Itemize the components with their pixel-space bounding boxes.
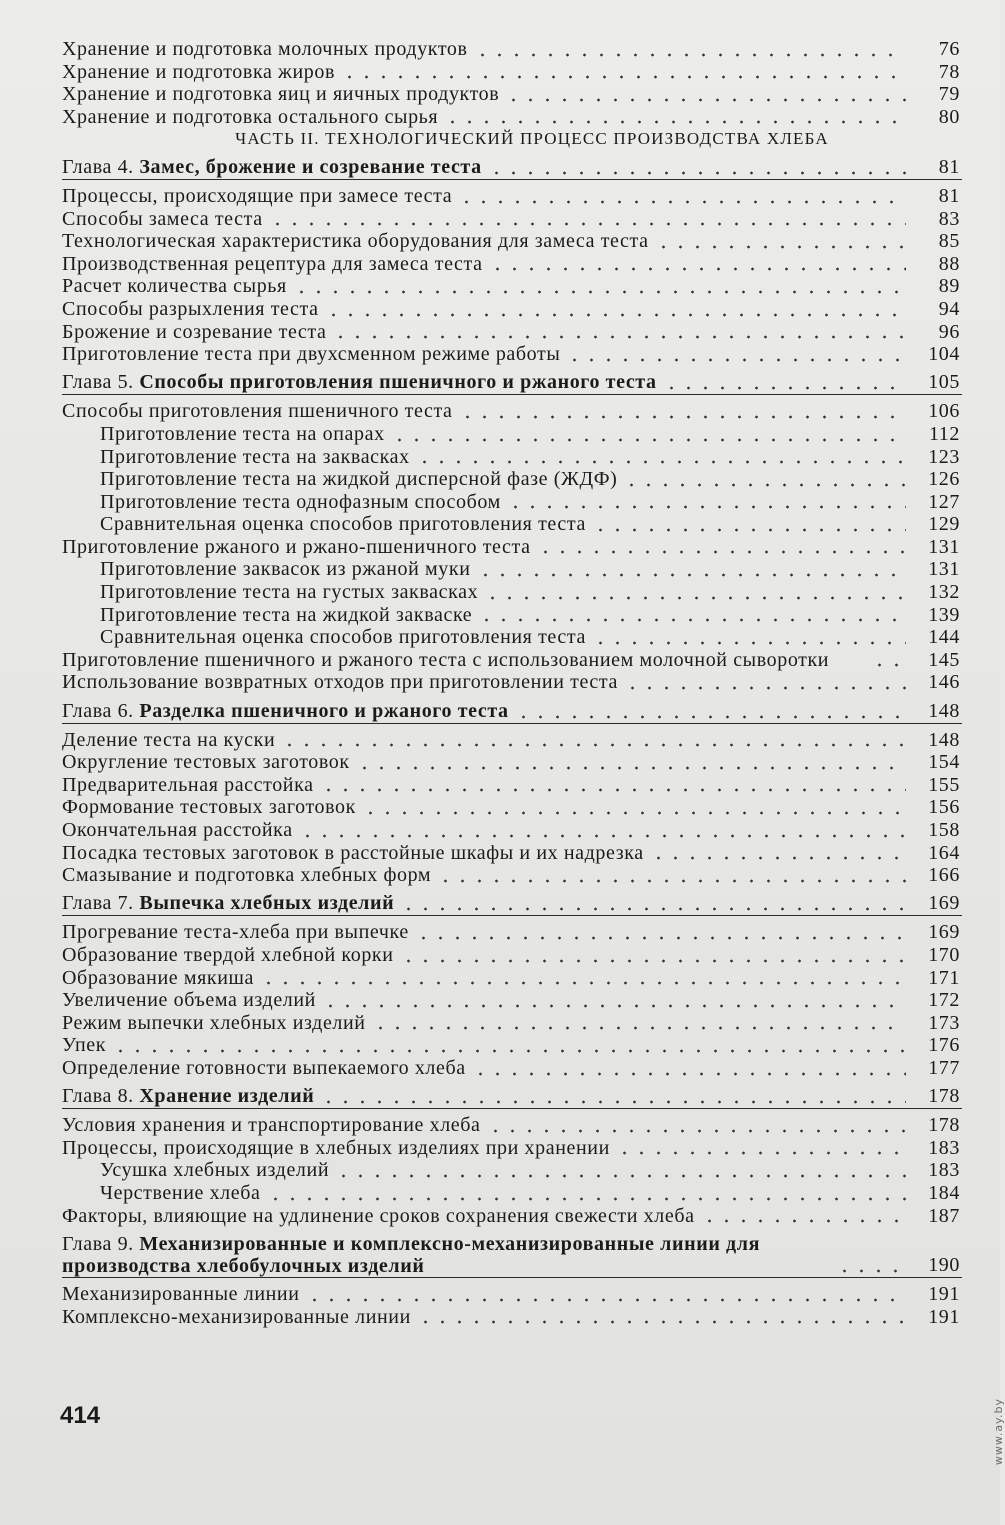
toc-entry-title: Приготовление теста на жидкой закваске: [100, 603, 473, 626]
chapter-heading: [62, 1086, 962, 1109]
toc-entry-page: 131: [928, 535, 960, 558]
toc-entry-title: Предварительная расстойка: [62, 773, 314, 796]
toc-entry-title: Хранение и подготовка яиц и яичных продуктов: [62, 83, 500, 106]
toc-entry-page: 132: [928, 581, 960, 604]
part-heading: ЧАСТЬ II. ТЕХНОЛОГИЧЕСКИЙ ПРОЦЕСС ПРОИЗВОДСТВА ХЛЕБА: [235, 129, 829, 149]
toc-entry: [62, 1159, 962, 1182]
dot-leader: [871, 654, 906, 668]
toc-entry: [62, 446, 962, 469]
toc-entry-page: 131: [928, 558, 960, 581]
toc-entry-page: 172: [928, 989, 960, 1012]
toc-entry-title: Прогревание теста-хлеба при выпечке: [62, 921, 409, 944]
toc-entry-page: 171: [928, 966, 960, 989]
toc-entry: [62, 842, 962, 865]
dot-leader: [322, 995, 906, 1009]
toc-entry-title: Округление тестовых заготовок: [62, 751, 350, 774]
table-of-contents: [62, 38, 962, 1328]
toc-entry-page: 104: [928, 343, 960, 366]
dot-leader: [458, 191, 906, 205]
toc-entry-page: 80: [938, 105, 960, 128]
toc-entry-title: Процессы, происходящие в хлебных изделиях при хранении: [62, 1136, 610, 1159]
dot-leader: [415, 927, 906, 941]
toc-entry-page: 191: [928, 1305, 960, 1328]
toc-entry: [62, 298, 962, 321]
chapter-heading: [62, 372, 962, 395]
toc-entry-page: 144: [928, 626, 960, 649]
toc-entry-title: Технологическая характеристика оборудования для замеса теста: [62, 230, 649, 253]
toc-entry-page: 177: [928, 1056, 960, 1079]
toc-entry-title: Производственная рецептура для замеса теста: [62, 252, 483, 275]
toc-entry-title: Процессы, происходящие при замесе теста: [62, 184, 453, 207]
toc-entry: [62, 1012, 962, 1035]
toc-entry: [62, 38, 962, 61]
toc-entry: [62, 321, 962, 344]
toc-entry-title: Образование твердой хлебной корки: [62, 943, 394, 966]
toc-entry-page: 191: [928, 1283, 960, 1306]
toc-entry-title: Условия хранения и транспортирование хлеба: [62, 1114, 481, 1137]
chapter-rule: [62, 1277, 962, 1278]
dot-leader: [507, 496, 906, 510]
toc-entry-page: 94: [938, 297, 960, 320]
page-number: 414: [60, 1402, 101, 1429]
toc-entry-title: Упек: [62, 1034, 107, 1057]
toc-entry: [62, 864, 962, 887]
toc-entry-page: 139: [928, 603, 960, 626]
toc-entry-page: 169: [928, 921, 960, 944]
toc-entry-title: Хранение и подготовка молочных продуктов: [62, 38, 468, 60]
dot-leader: [444, 111, 906, 125]
dot-leader: [320, 1091, 906, 1105]
chapter-heading: [62, 893, 962, 916]
dot-leader: [836, 1260, 906, 1274]
dot-leader: [400, 898, 906, 912]
toc-entry: [62, 558, 962, 581]
dot-leader: [356, 757, 906, 771]
dot-leader: [478, 609, 906, 623]
chapter-page: 178: [928, 1085, 960, 1108]
chapter-heading: [62, 700, 962, 723]
toc-entry-page: 78: [938, 60, 960, 83]
toc-entry-page: 183: [928, 1136, 960, 1159]
chapter-heading: [62, 156, 962, 179]
dot-leader: [488, 162, 906, 176]
dot-leader: [655, 236, 906, 250]
dot-leader: [306, 1289, 906, 1303]
chapter-title: Замес, брожение и созревание теста: [139, 155, 482, 178]
dot-leader: [623, 474, 906, 488]
toc-entry-page: 106: [928, 400, 960, 423]
toc-entry: [62, 819, 962, 842]
toc-entry-page: 155: [928, 773, 960, 796]
chapter-rule: [62, 1108, 962, 1109]
toc-entry-title: Способы замеса теста: [62, 207, 263, 230]
chapter-rule: [62, 723, 962, 724]
dot-leader: [459, 406, 906, 420]
toc-entry: [62, 1034, 962, 1057]
toc-entry-title: Способы приготовления пшеничного теста: [62, 400, 453, 423]
toc-entry-title: Хранение и подготовка остального сырья: [62, 105, 439, 128]
chapter-page: 105: [928, 371, 960, 394]
chapter-page: 148: [928, 699, 960, 722]
toc-entry: [62, 61, 962, 84]
dot-leader: [472, 1063, 906, 1077]
toc-entry-title: Приготовление теста на жидкой дисперсной фазе (ЖДФ): [100, 468, 618, 491]
dot-leader: [299, 825, 906, 839]
toc-entry-title: Приготовление пшеничного и ржаного теста с использованием молочной сыворотки: [62, 648, 830, 671]
toc-entry: [62, 275, 962, 298]
toc-entry-page: 176: [928, 1034, 960, 1057]
chapter-rule: [62, 394, 962, 395]
toc-entry-page: 183: [928, 1159, 960, 1182]
dot-leader: [391, 429, 906, 443]
dot-leader: [616, 1142, 906, 1156]
toc-entry: [62, 230, 962, 253]
toc-entry-title: Образование мякиша: [62, 966, 254, 989]
toc-entry-page: 148: [928, 728, 960, 751]
toc-entry-title: Посадка тестовых заготовок в расстойные шкафы и их надрезка: [62, 841, 644, 864]
toc-entry-title: Черствение хлеба: [100, 1181, 261, 1204]
toc-entry-page: 164: [928, 841, 960, 864]
toc-entry-page: 145: [928, 648, 960, 671]
chapter-title: Способы приготовления пшеничного и ржаного теста: [139, 371, 657, 394]
dot-leader: [372, 1017, 906, 1031]
chapter-rule: [62, 915, 962, 916]
toc-entry: [62, 185, 962, 208]
chapter-title: Хранение изделий: [139, 1085, 315, 1108]
toc-entry-page: 146: [928, 671, 960, 694]
dot-leader: [505, 89, 906, 103]
toc-entry: [62, 1283, 962, 1306]
toc-entry-title: Факторы, влияющие на удлинение сроков сохранения свежести хлеба: [62, 1204, 695, 1227]
toc-entry: [62, 796, 962, 819]
dot-leader: [267, 1188, 907, 1202]
dot-leader: [269, 213, 906, 227]
toc-entry-title: Хранение и подготовка жиров: [62, 60, 336, 83]
toc-entry: [62, 536, 962, 559]
dot-leader: [335, 1165, 906, 1179]
dot-leader: [320, 779, 906, 793]
toc-entry-page: 89: [938, 275, 960, 298]
toc-entry: [62, 626, 962, 649]
toc-entry-page: 187: [928, 1204, 960, 1227]
toc-entry-page: 81: [938, 184, 960, 207]
toc-entry: [62, 106, 962, 129]
dot-leader: [293, 281, 906, 295]
watermark: www.ay.by: [992, 1398, 1005, 1466]
chapter-page: 190: [928, 1254, 960, 1277]
toc-entry: [62, 1182, 962, 1205]
dot-leader: [624, 677, 906, 691]
toc-entry-title: Формование тестовых заготовок: [62, 796, 356, 819]
toc-entry-title: Приготовление теста на опарах: [100, 422, 385, 445]
chapter-page: 81: [938, 155, 960, 178]
toc-entry: [62, 671, 962, 694]
dot-leader: [325, 304, 906, 318]
dot-leader: [416, 451, 906, 465]
chapter-prefix: Глава 8.: [62, 1085, 134, 1108]
dot-leader: [663, 377, 906, 391]
toc-entry-page: 184: [928, 1181, 960, 1204]
toc-entry-page: 112: [928, 422, 960, 445]
toc-entry-title: Комплексно-механизированные линии: [62, 1305, 411, 1328]
toc-entry-title: Окончательная расстойка: [62, 819, 293, 841]
dot-leader: [566, 349, 906, 363]
toc-entry-title: Использование возвратных отходов при приготовлении теста: [62, 671, 618, 694]
dot-leader: [362, 802, 906, 816]
toc-entry-title: Определение готовности выпекаемого хлеба: [62, 1056, 466, 1079]
toc-entry: [62, 1205, 962, 1228]
dot-leader: [484, 587, 906, 601]
toc-entry-title: Смазывание и подготовка хлебных форм: [62, 864, 432, 887]
toc-entry-page: 88: [938, 252, 960, 275]
toc-entry: [62, 751, 962, 774]
toc-entry-page: 79: [938, 83, 960, 106]
toc-entry: [62, 208, 962, 231]
dot-leader: [592, 519, 906, 533]
toc-entry: [62, 1306, 962, 1329]
toc-entry-page: 76: [938, 38, 960, 60]
toc-entry-title: Расчет количества сырья: [62, 275, 287, 298]
dot-leader: [487, 1120, 906, 1134]
toc-entry-page: 178: [928, 1114, 960, 1137]
chapter-prefix: Глава 5.: [62, 371, 134, 394]
toc-entry: [62, 944, 962, 967]
toc-entry: [62, 921, 962, 944]
toc-entry: [62, 967, 962, 990]
toc-entry: [62, 774, 962, 797]
toc-entry: [62, 423, 962, 446]
dot-leader: [260, 972, 906, 986]
toc-entry-title: Приготовление теста на заквасках: [100, 445, 410, 468]
toc-entry: [62, 604, 962, 627]
toc-entry-title: Увеличение объема изделий: [62, 989, 316, 1012]
toc-entry-page: 173: [928, 1011, 960, 1034]
toc-entry-page: 166: [928, 864, 960, 887]
chapter-heading: [62, 1233, 962, 1277]
dot-leader: [474, 44, 906, 58]
toc-entry: [62, 343, 962, 366]
chapter-prefix: Глава 7.: [62, 892, 134, 915]
toc-entry-title: Приготовление теста однофазным способом: [100, 490, 501, 513]
dot-leader: [701, 1210, 906, 1224]
toc-entry: [62, 1114, 962, 1137]
toc-entry-title: Сравнительная оценка способов приготовления теста: [100, 626, 586, 649]
toc-entry: [62, 581, 962, 604]
toc-entry-title: Механизированные линии: [62, 1283, 300, 1306]
toc-entry-title: Усушка хлебных изделий: [100, 1159, 330, 1182]
toc-entry: [62, 513, 962, 536]
toc-entry-title: Режим выпечки хлебных изделий: [62, 1011, 366, 1034]
toc-entry: [62, 400, 962, 423]
toc-entry-title: Брожение и созревание теста: [62, 320, 327, 343]
chapter-page: 169: [928, 892, 960, 915]
toc-entry-page: 85: [938, 230, 960, 253]
dot-leader: [400, 950, 906, 964]
toc-entry-title: Способы разрыхления теста: [62, 297, 319, 320]
toc-entry-page: 127: [928, 490, 960, 513]
dot-leader: [477, 564, 906, 578]
toc-entry: [62, 989, 962, 1012]
toc-entry: [62, 649, 962, 672]
toc-entry: [62, 729, 962, 752]
toc-entry: [62, 1057, 962, 1080]
chapter-rule: [62, 179, 962, 180]
toc-entry-title: Приготовление теста на густых заквасках: [100, 581, 479, 604]
toc-entry-page: 96: [938, 320, 960, 343]
dot-leader: [417, 1311, 906, 1325]
dot-leader: [592, 632, 906, 646]
toc-entry-title: Приготовление заквасок из ржаной муки: [100, 558, 471, 581]
dot-leader: [112, 1040, 906, 1054]
toc-entry-title: Деление теста на куски: [62, 728, 276, 751]
toc-entry: [62, 83, 962, 106]
toc-entry: [62, 253, 962, 276]
chapter-title: Разделка пшеничного и ржаного теста: [139, 699, 509, 722]
chapter-prefix: Глава 9.: [62, 1233, 134, 1256]
toc-entry-page: 123: [928, 445, 960, 468]
toc-entry-page: 129: [928, 513, 960, 536]
dot-leader: [281, 734, 906, 748]
toc-entry: [62, 468, 962, 491]
dot-leader: [437, 870, 906, 884]
toc-entry-page: 170: [928, 943, 960, 966]
toc-entry-page: 154: [928, 751, 960, 774]
toc-entry-title: Сравнительная оценка способов приготовления теста: [100, 513, 586, 536]
toc-entry: [62, 1137, 962, 1160]
dot-leader: [332, 326, 906, 340]
toc-entry-page: 158: [928, 819, 960, 841]
dot-leader: [537, 541, 906, 555]
toc-entry-title: Приготовление теста при двухсменном режиме работы: [62, 343, 561, 366]
toc-entry: [62, 491, 962, 514]
toc-entry-page: 83: [938, 207, 960, 230]
dot-leader: [650, 847, 906, 861]
dot-leader: [341, 66, 906, 80]
chapter-title: Механизированные и комплексно-механизированные линии для производства хлебобулочных изделий: [62, 1233, 761, 1278]
chapter-prefix: Глава 6.: [62, 699, 134, 722]
chapter-title: Выпечка хлебных изделий: [139, 892, 395, 915]
dot-leader: [489, 258, 906, 272]
chapter-prefix: Глава 4.: [62, 155, 134, 178]
toc-entry-page: 156: [928, 796, 960, 819]
dot-leader: [515, 706, 906, 720]
toc-entry-page: 126: [928, 468, 960, 491]
toc-entry-title: Приготовление ржаного и ржано-пшеничного теста: [62, 535, 531, 558]
